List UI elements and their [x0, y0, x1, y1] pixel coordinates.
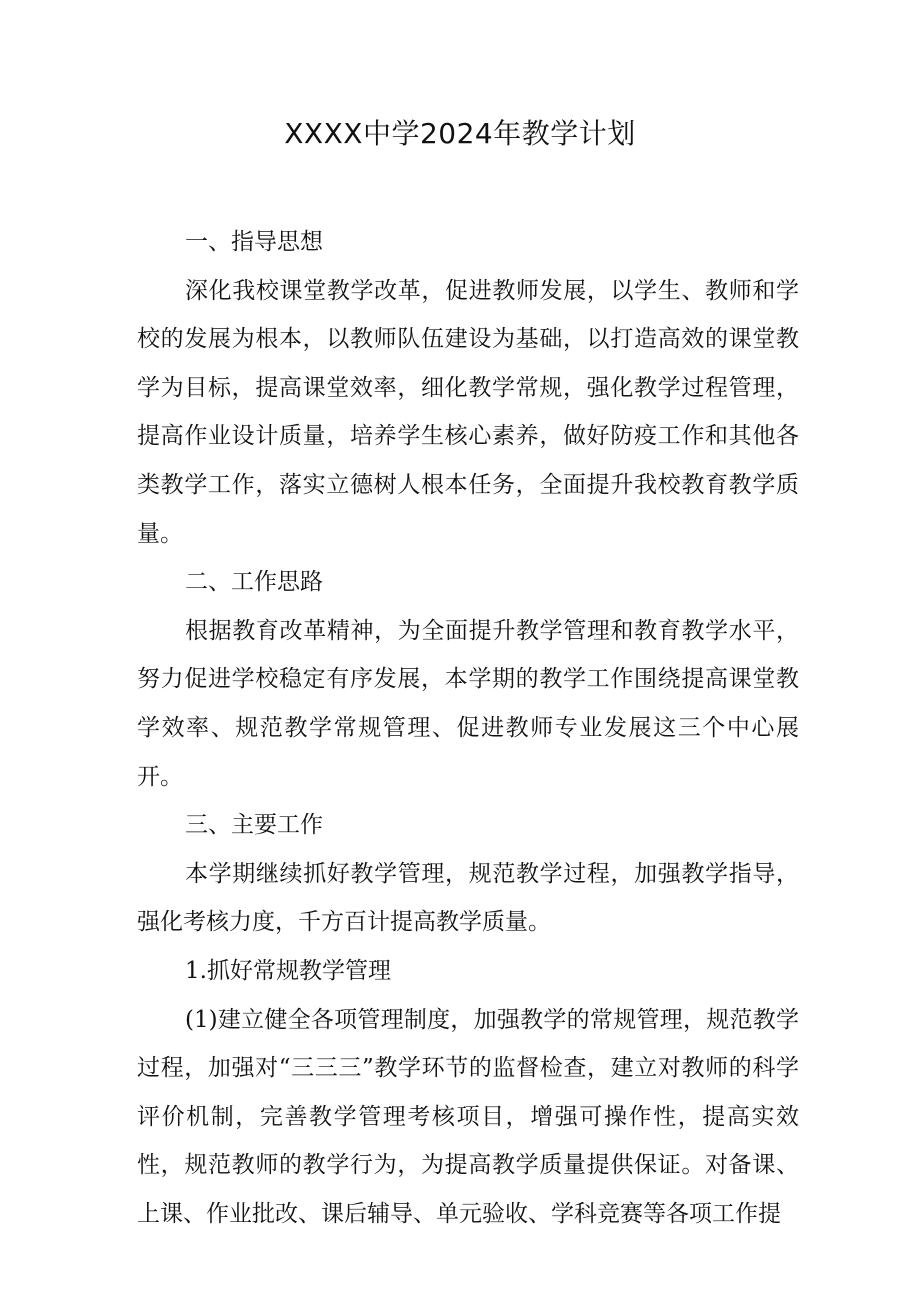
section-paragraph-main-tasks: 本学期继续抓好教学管理，规范教学过程，加强教学指导，强化考核力度，千方百计提高教学质量。: [137, 860, 799, 936]
document-title: XXXX中学2024年教学计划: [284, 117, 636, 150]
subsection-paragraph-routine-management: (1)建立健全各项管理制度，加强教学的常规管理，规范教学过程，加强对“三三三”教学环节的监督检查，建立对教师的科学评价机制，完善教学管理考核项目，增强可操作性，提高实效性，规范教师的教学行为，为提高教学质量提供保证。对备课、上课、作业批改、课后辅导、单元验收、学科竞赛等各项工作提: [137, 1006, 799, 1227]
document-body: [137, 218, 799, 1238]
section-paragraph-work-approach: 根据教育改革精神，为全面提升教学管理和教育教学水平，努力促进学校稳定有序发展，本学期的教学工作围绕提高课堂教学效率、规范教学常规管理、促进教师专业发展这三个中心展开。: [137, 617, 799, 790]
section-heading-work-approach: 二、工作思路: [185, 569, 323, 596]
section-heading-main-tasks: 三、主要工作: [185, 812, 323, 839]
subsection-heading-routine-management: 1.抓好常规教学管理: [185, 957, 391, 984]
section-paragraph-guiding-ideology: 深化我校课堂教学改革，促进教师发展，以学生、教师和学校的发展为根本，以教师队伍建设为基础，以打造高效的课堂教学为目标，提高课堂效率，细化教学常规，强化教学过程管理，提高作业设计质量，培养学生核心素养，做好防疫工作和其他各类教学工作，落实立德树人根本任务，全面提升我校教育教学质量。: [137, 277, 799, 547]
section-heading-guiding-ideology: 一、指导思想: [185, 229, 323, 255]
